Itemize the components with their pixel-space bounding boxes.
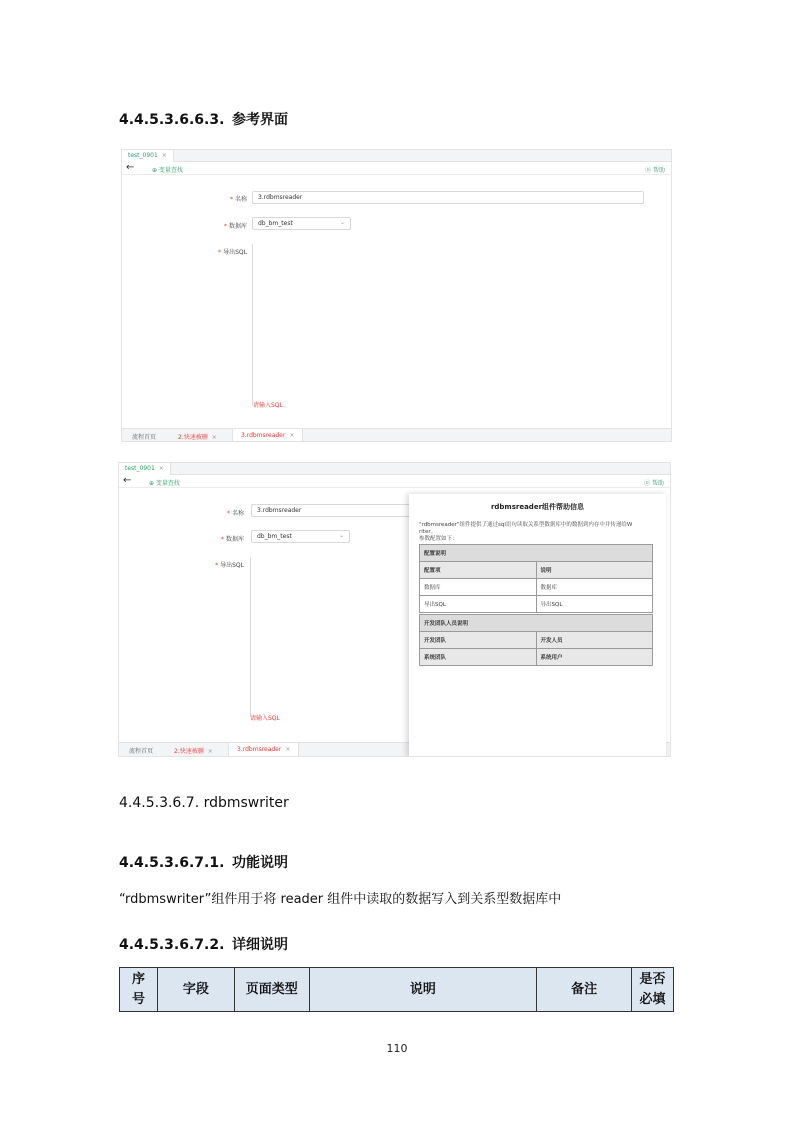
- required-mark: *: [218, 249, 222, 256]
- header-field: 字段: [157, 968, 234, 1012]
- database-select[interactable]: [252, 217, 351, 230]
- help-description-cont: riter。: [419, 529, 437, 535]
- label-text: 名称: [231, 510, 244, 517]
- export-sql-label: [184, 560, 244, 569]
- table-cell: 系统用户: [536, 649, 653, 666]
- screenshot-reader-form: [121, 149, 672, 442]
- screenshot-reader-help: [118, 462, 671, 757]
- close-icon[interactable]: ×: [211, 434, 217, 441]
- export-sql-label: [187, 247, 247, 256]
- tab-label: test_0901: [128, 152, 158, 159]
- variable-search-button[interactable]: ⊕ 变量查找: [149, 480, 180, 487]
- header-required-line1: 是否: [639, 971, 666, 987]
- help-description: "rdbmsreader"组件提供了通过sql语句读取关系型数据库中的数据到内存中并传递给W: [419, 522, 633, 528]
- table-header-cell: 开发人员: [536, 632, 653, 649]
- bottom-tab-label: 2.快速被删: [178, 434, 208, 441]
- section-title: 功能说明: [232, 855, 288, 871]
- bottom-tab-label: 2.快速被删: [174, 748, 204, 755]
- table-row: [420, 579, 653, 596]
- close-icon[interactable]: ×: [289, 432, 295, 439]
- back-arrow-icon[interactable]: ←: [126, 162, 135, 173]
- label-text: 导出SQL: [220, 562, 244, 569]
- bottom-tab-label: 3.rdbmsreader: [237, 746, 282, 753]
- table-cell: 系统团队: [420, 649, 537, 666]
- header-no-line1: 序: [131, 971, 145, 987]
- tab-bar: [122, 150, 671, 162]
- bottom-tab-flow-home[interactable]: 流程首页: [132, 434, 157, 441]
- chevron-down-icon: ⌄: [339, 219, 345, 226]
- table-header-cell: 配置项: [420, 562, 537, 579]
- database-select-value: db_bm_test: [257, 533, 292, 540]
- tab-bar: [119, 463, 670, 475]
- section-number: 4.4.5.3.6.7.1.: [119, 855, 225, 871]
- required-mark: *: [220, 536, 224, 543]
- section-title: 参考界面: [232, 112, 288, 128]
- header-description: 说明: [309, 968, 537, 1012]
- bottom-tab-bar: [122, 428, 671, 442]
- back-arrow-icon[interactable]: ←: [123, 475, 132, 486]
- section-heading-rdbmswriter: 4.4.5.3.6.7. rdbmswriter: [119, 795, 289, 811]
- detail-table: [119, 967, 674, 1012]
- section-number: 4.4.5.3.6.7.2.: [119, 937, 225, 953]
- close-icon[interactable]: ×: [207, 748, 213, 755]
- sql-textarea[interactable]: [252, 244, 262, 406]
- close-icon[interactable]: ×: [285, 746, 291, 753]
- section-heading-function: [119, 852, 288, 872]
- help-button[interactable]: ⓪ 帮助: [644, 480, 664, 487]
- team-title: 开发团队人员说明: [420, 615, 653, 632]
- database-select[interactable]: [251, 530, 350, 543]
- database-select-value: db_bm_test: [258, 220, 293, 227]
- tab-test-0901[interactable]: [119, 463, 171, 475]
- name-label: [187, 194, 247, 203]
- tab-test-0901[interactable]: [122, 150, 174, 162]
- table-cell: 导出SQL: [420, 596, 537, 613]
- section-heading-reference-ui: [119, 109, 288, 129]
- table-header-cell: 说明: [536, 562, 653, 579]
- bottom-tab-label: 3.rdbmsreader: [241, 432, 286, 439]
- header-no: [120, 968, 158, 1012]
- help-params-intro: 参数配置如下：: [419, 536, 458, 542]
- bottom-tab-rdbmsreader[interactable]: [232, 429, 303, 442]
- config-title: 配置说明: [420, 545, 653, 562]
- header-required: [632, 968, 674, 1012]
- required-mark: *: [226, 510, 230, 517]
- sql-textarea[interactable]: [250, 557, 260, 717]
- config-table: [419, 544, 653, 613]
- sql-placeholder: 请输入SQL: [250, 715, 280, 722]
- toolbar: [122, 162, 671, 175]
- database-label: [184, 534, 244, 543]
- name-label: [184, 508, 244, 517]
- table-row: [420, 596, 653, 613]
- bottom-tab-flow-home[interactable]: 流程首页: [129, 748, 154, 755]
- required-mark: *: [229, 196, 233, 203]
- label-text: 名称: [234, 196, 247, 203]
- header-note: 备注: [537, 968, 632, 1012]
- toolbar: [119, 475, 670, 488]
- variable-search-button[interactable]: ⊕ 变量查找: [152, 167, 183, 174]
- bottom-tab-quick-delete[interactable]: [166, 743, 221, 757]
- tab-label: test_0901: [125, 465, 155, 472]
- close-icon[interactable]: ×: [161, 152, 167, 159]
- table-cell: 数据库: [420, 579, 537, 596]
- function-description: “rdbmswriter”组件用于将 reader 组件中读取的数据写入到关系型数据库中: [119, 892, 562, 907]
- database-label: [187, 221, 247, 230]
- table-row: [420, 649, 653, 666]
- section-number: 4.4.5.3.6.6.3.: [119, 112, 225, 128]
- name-input[interactable]: 3.rdbmsreader: [251, 504, 421, 517]
- table-header-row: [120, 968, 674, 1012]
- label-text: 导出SQL: [223, 249, 247, 256]
- header-page-type: 页面类型: [234, 968, 309, 1012]
- help-button[interactable]: ⓪ 帮助: [645, 167, 665, 174]
- team-table: [419, 614, 653, 666]
- bottom-tab-quick-delete[interactable]: [170, 429, 225, 442]
- close-icon[interactable]: ×: [158, 465, 164, 472]
- table-cell: 数据库: [536, 579, 653, 596]
- label-text: 数据库: [225, 536, 244, 543]
- section-title: 详细说明: [232, 937, 288, 953]
- header-no-line2: 号: [131, 991, 145, 1007]
- help-drawer: [409, 494, 666, 757]
- header-required-line2: 必填: [639, 991, 666, 1007]
- name-input[interactable]: 3.rdbmsreader: [252, 191, 644, 204]
- table-cell: 导出SQL: [536, 596, 653, 613]
- table-header-cell: 开发团队: [420, 632, 537, 649]
- section-heading-detail: [119, 934, 288, 954]
- required-mark: *: [223, 223, 227, 230]
- chevron-down-icon: ⌄: [338, 532, 344, 539]
- page-number: 110: [386, 1042, 408, 1055]
- help-title: rdbmsreader组件帮助信息: [490, 503, 585, 511]
- required-mark: *: [215, 562, 219, 569]
- label-text: 数据库: [228, 223, 247, 230]
- bottom-tab-rdbmsreader[interactable]: [228, 743, 299, 757]
- sql-placeholder: 请输入SQL: [253, 402, 283, 409]
